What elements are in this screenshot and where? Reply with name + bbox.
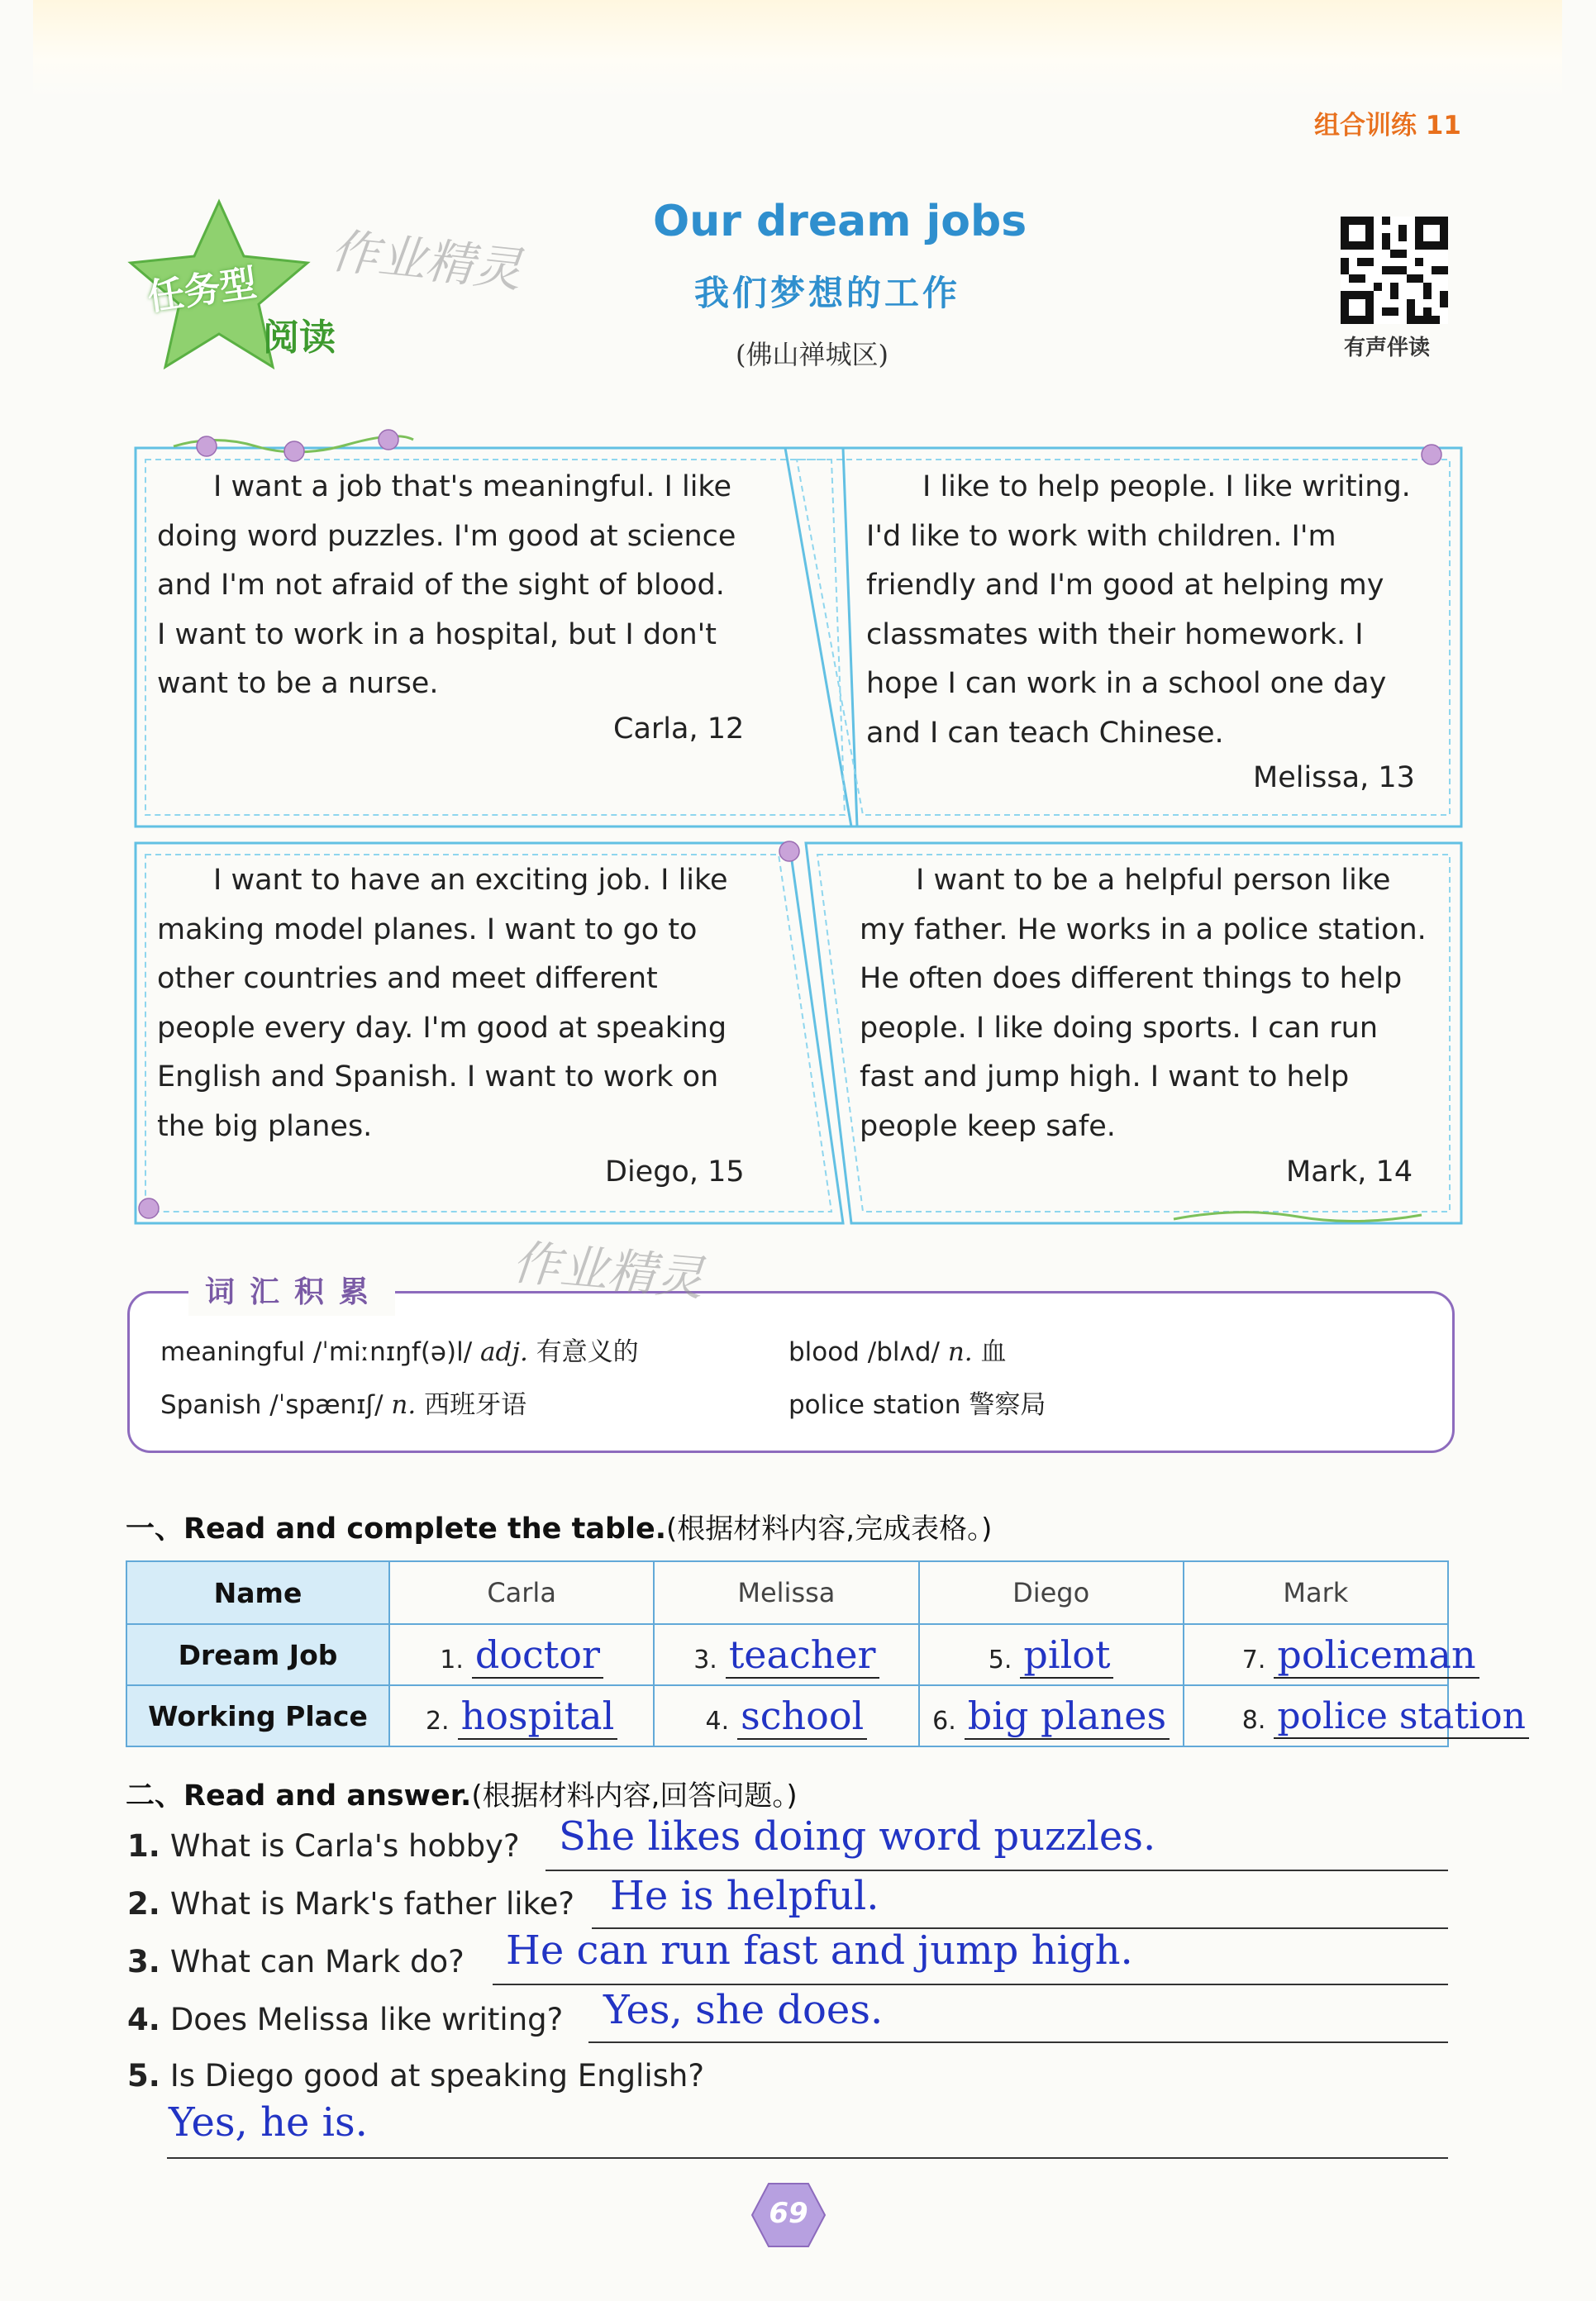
passage-line: want to be a nurse. (157, 667, 439, 700)
passage-diego (157, 856, 785, 1151)
passage-line: making model planes. I want to go to (157, 912, 698, 946)
page-number: 69 (769, 2197, 808, 2230)
passage-melissa (866, 463, 1445, 758)
job-answer-cell[interactable]: 5. pilot (919, 1624, 1184, 1685)
watermark-vocab: 作业精灵 (510, 1233, 707, 1307)
passage-line: English and Spanish. I want to work on (157, 1060, 719, 1093)
place-answer-cell[interactable]: 6. big planes (919, 1685, 1184, 1746)
passage-line: doing word puzzles. I'm good at science (157, 519, 736, 553)
passage-mark (860, 856, 1446, 1151)
part2-heading: 二、Read and answer.(根据材料内容,回答问题。) (126, 1779, 798, 1813)
badge-line2: 阅读 (263, 317, 336, 359)
passage-line: He often does different things to help (860, 962, 1403, 995)
part1-heading: 一、Read and complete the table.(根据材料内容,完成表格。) (126, 1513, 993, 1546)
badge-line1: 任务型 (145, 262, 260, 319)
passage-carla (157, 463, 769, 709)
place-answer-cell[interactable]: 8. police station (1184, 1685, 1448, 1746)
question-4: 4. Does Melissa like writing? (127, 2002, 564, 2037)
answer-5[interactable]: Yes, he is. (169, 2099, 368, 2146)
answer-line (493, 1984, 1448, 1985)
page-title-zh: 我们梦想的工作 (694, 273, 961, 313)
vocab-title: 词汇积累 (205, 1275, 384, 1309)
signature-diego: Diego, 15 (605, 1155, 745, 1189)
passage-line: fast and jump high. I want to help (860, 1060, 1350, 1093)
answer-2[interactable]: He is helpful. (610, 1873, 879, 1919)
vocab-item-police-station: police station 警察局 (788, 1390, 1046, 1420)
answer-4[interactable]: Yes, she does. (603, 1987, 884, 2033)
audio-reading-label[interactable]: 有声伴读 (1344, 336, 1431, 360)
place-answer-cell[interactable]: 4. school (654, 1685, 918, 1746)
watermark-top: 作业精灵 (327, 222, 525, 298)
answer-3[interactable]: He can run fast and jump high. (506, 1927, 1133, 1974)
passage-line: other countries and meet different (157, 962, 658, 995)
row-header-dream-job: Dream Job (126, 1624, 389, 1685)
vocab-item-spanish: Spanish /ˈspænɪʃ/ n. 西班牙语 (160, 1390, 527, 1420)
name-cell: Melissa (654, 1561, 918, 1624)
question-1: 1. What is Carla's hobby? (127, 1828, 520, 1864)
passage-line: my father. He works in a police station. (860, 912, 1427, 946)
job-answer-cell[interactable]: 1. doctor (389, 1624, 654, 1685)
answer-line (588, 2041, 1448, 2043)
signature-carla: Carla, 12 (613, 712, 745, 746)
vocab-item-meaningful: meaningful /ˈmiːnɪŋf(ə)l/ adj. 有意义的 (160, 1337, 639, 1367)
passage-line: I want a job that's meaningful. I like (213, 470, 731, 503)
name-cell: Diego (919, 1561, 1184, 1624)
passage-line: I want to have an exciting job. I like (213, 864, 728, 897)
passage-line: I like to help people. I like writing. (922, 470, 1411, 503)
passage-line: and I can teach Chinese. (866, 716, 1224, 750)
question-5: 5. Is Diego good at speaking English? (127, 2058, 704, 2094)
answer-line (167, 2157, 1448, 2159)
passage-line: and I'm not afraid of the sight of blood. (157, 569, 725, 602)
passage-line: people every day. I'm good at speaking (157, 1011, 727, 1045)
page-title-en: Our dream jobs (653, 197, 1027, 246)
row-header-working-place: Working Place (126, 1685, 389, 1746)
passage-line: hope I can work in a school one day (866, 667, 1387, 700)
row-header-name: Name (126, 1561, 389, 1624)
passage-line: I want to be a helpful person like (916, 864, 1391, 897)
place-answer-cell[interactable]: 2. hospital (389, 1685, 654, 1746)
answer-1[interactable]: She likes doing word puzzles. (559, 1813, 1156, 1860)
passage-line: I'd like to work with children. I'm (866, 519, 1336, 553)
job-answer-cell[interactable]: 7. policeman (1184, 1624, 1448, 1685)
passage-line: friendly and I'm good at helping my (866, 569, 1384, 602)
name-cell: Mark (1184, 1561, 1448, 1624)
location-note: (佛山禅城区) (736, 339, 889, 370)
job-answer-cell[interactable]: 3. teacher (654, 1624, 918, 1685)
passage-line: classmates with their homework. I (866, 617, 1364, 651)
signature-mark: Mark, 14 (1286, 1155, 1413, 1189)
passage-line: the big planes. (157, 1109, 373, 1143)
question-2: 2. What is Mark's father like? (127, 1886, 575, 1922)
passage-line: I want to work in a hospital, but I don't (157, 617, 717, 651)
question-3: 3. What can Mark do? (127, 1944, 465, 1979)
answer-table (126, 1560, 1526, 1747)
passage-line: people. I like doing sports. I can run (860, 1011, 1379, 1045)
section-tag: 组合训练 11 (1314, 111, 1461, 141)
name-cell: Carla (389, 1561, 654, 1624)
vocab-item-blood: blood /blʌd/ n. 血 (788, 1337, 1007, 1367)
answer-line (545, 1870, 1448, 1871)
signature-melissa: Melissa, 13 (1253, 761, 1415, 794)
passage-line: people keep safe. (860, 1109, 1116, 1143)
